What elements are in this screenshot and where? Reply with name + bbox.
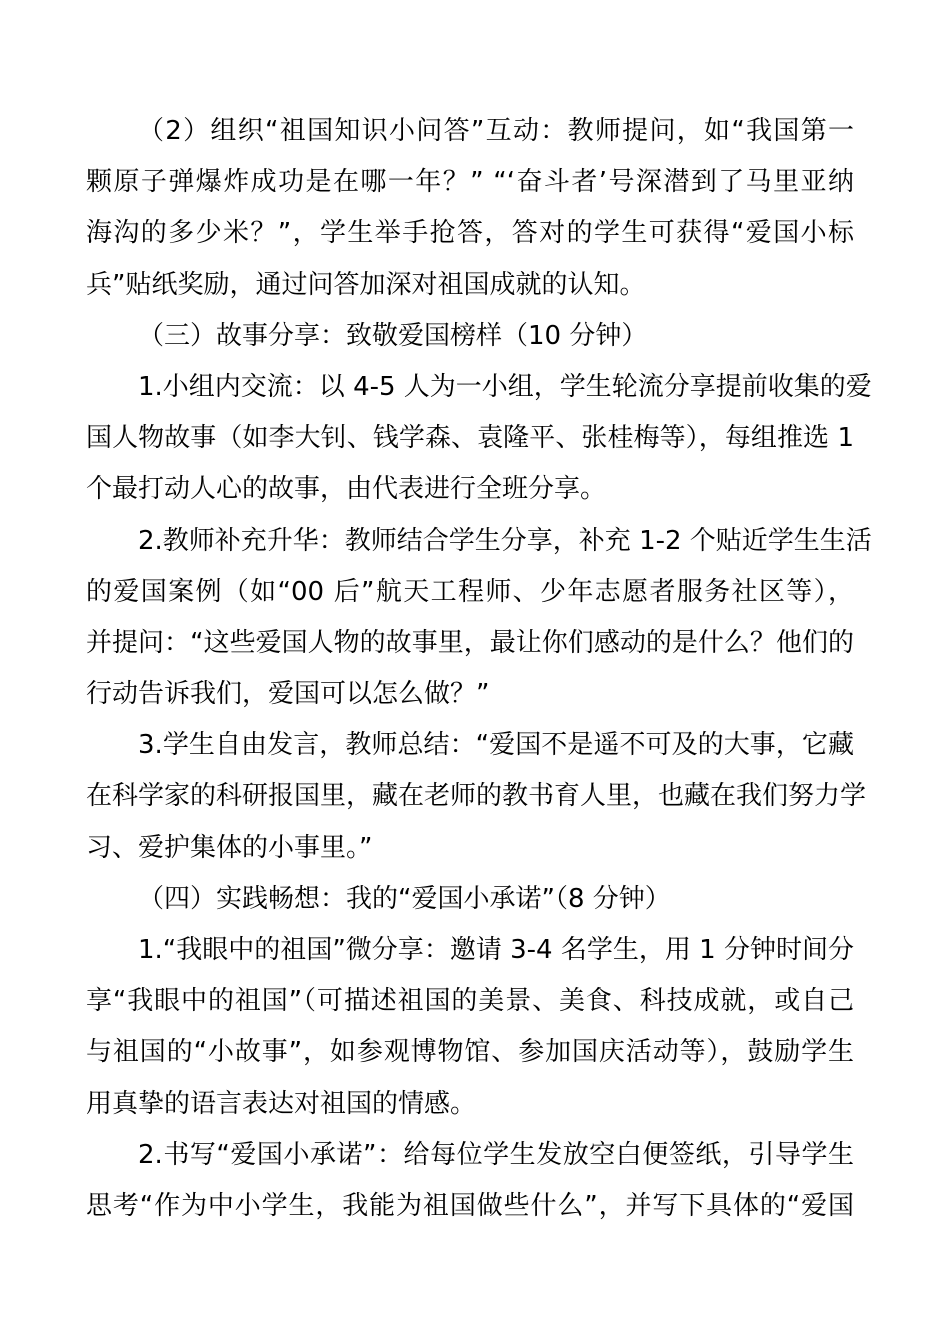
paragraph-line: 兵”贴纸奖励，通过问答加深对祖国成就的认知。 [86, 269, 646, 300]
paragraph-line: 3.学生自由发言，教师总结：“爱国不是遥不可及的大事，它藏 [138, 730, 854, 761]
paragraph-line: 海沟的多少米？”，学生举手抢答，答对的学生可获得“爱国小标 [86, 218, 854, 249]
paragraph-line: 并提问：“这些爱国人物的故事里，最让你们感动的是什么？他们的 [86, 627, 854, 658]
document-body [86, 106, 872, 1232]
section-heading: （三）故事分享：致敬爱国榜样（10 分钟） [138, 320, 648, 351]
paragraph-line: 享“我眼中的祖国”（可描述祖国的美景、美食、科技成就，或自己 [86, 986, 854, 1017]
paragraph-line: 2.教师补充升华：教师结合学生分享，补充 1-2 个贴近学生生活 [138, 525, 872, 556]
paragraph-line: 颗原子弹爆炸成功是在哪一年？” “‘奋斗者’号深潜到了马里亚纳 [86, 167, 854, 198]
paragraph-line: 1.“我眼中的祖国”微分享：邀请 3-4 名学生，用 1 分钟时间分 [138, 935, 854, 965]
section-heading: （四）实践畅想：我的“爱国小承诺”（8 分钟） [138, 883, 671, 914]
paragraph-line: （2）组织“祖国知识小问答”互动：教师提问，如“我国第一 [138, 116, 854, 146]
paragraph-line: 习、爱护集体的小事里。” [86, 832, 373, 863]
paragraph-line: 行动告诉我们，爱国可以怎么做？” [86, 679, 490, 710]
paragraph-line: 思考“作为中小学生，我能为祖国做些什么”，并写下具体的“爱国 [86, 1190, 854, 1221]
paragraph-line: 2.书写“爱国小承诺”：给每位学生发放空白便签纸，引导学生 [138, 1139, 854, 1170]
paragraph-line: 在科学家的科研报国里，藏在老师的教书育人里，也藏在我们努力学 [86, 781, 867, 812]
paragraph-line: 的爱国案例（如“00 后”航天工程师、少年志愿者服务社区等）， [86, 576, 854, 607]
paragraph-line: 用真挚的语言表达对祖国的情感。 [86, 1088, 477, 1119]
paragraph-line: 国人物故事（如李大钊、钱学森、袁隆平、张桂梅等），每组推选 1 [86, 423, 854, 454]
paragraph-line: 个最打动人心的故事，由代表进行全班分享。 [86, 474, 607, 505]
paragraph-line: 1.小组内交流：以 4-5 人为一小组，学生轮流分享提前收集的爱 [138, 371, 872, 402]
paragraph-line: 与祖国的“小故事”，如参观博物馆、参加国庆活动等），鼓励学生 [86, 1037, 854, 1068]
